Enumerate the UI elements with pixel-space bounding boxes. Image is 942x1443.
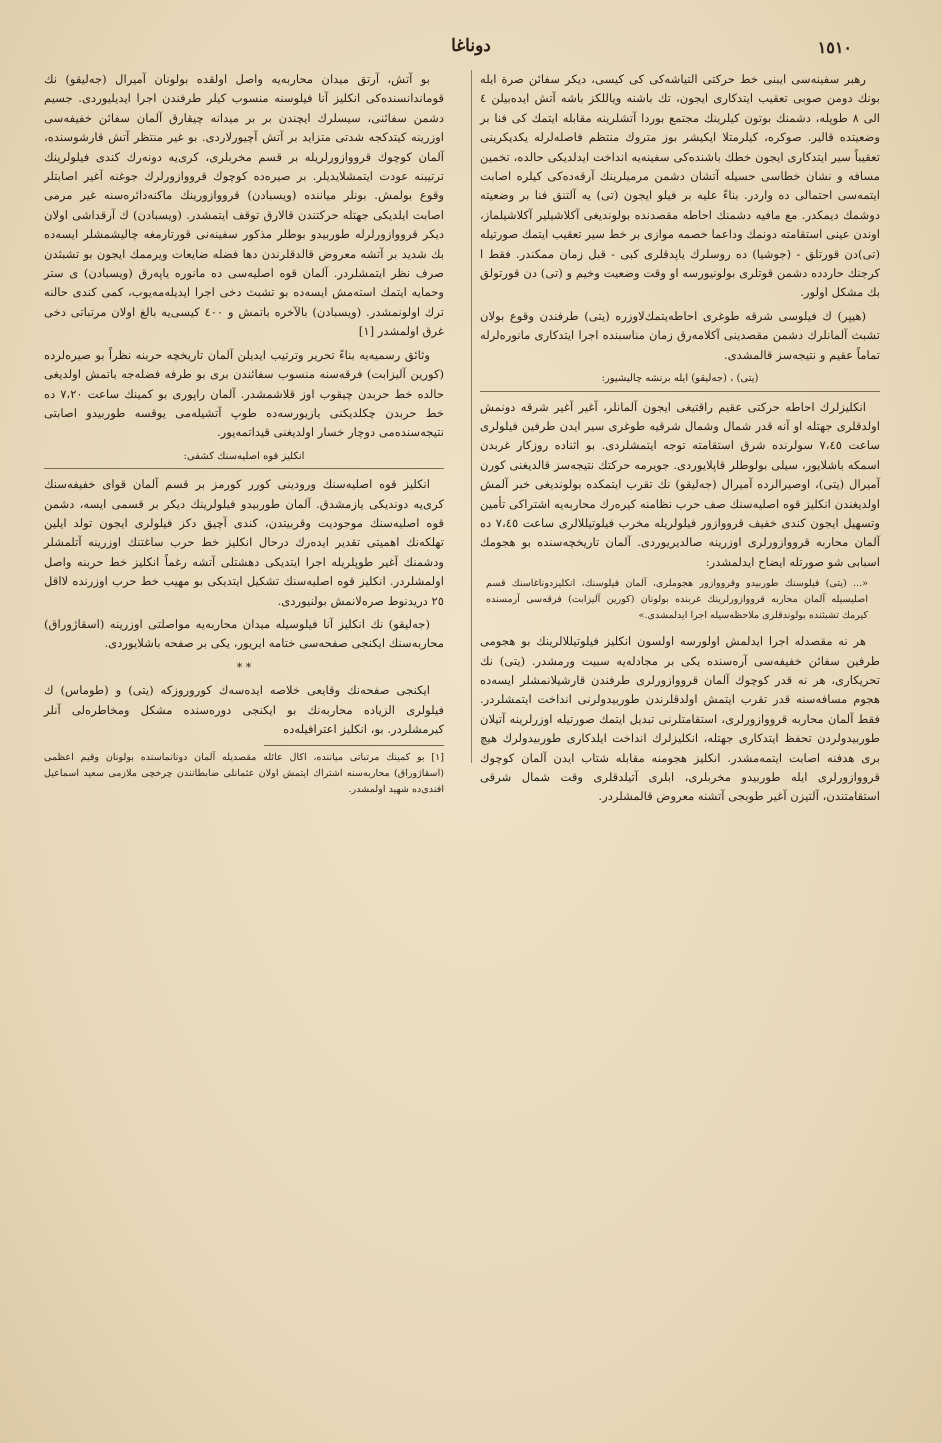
paragraph: هر نه مقصدله اجرا ایدلمش اولورسه اولسون انکلیز فیلوتیللالرینك بو هجومی طرفین سفائن خفیفه‌سی آره‌سنده یکی بر مجادله‌یه سبیت ورمشدر. (یتی) نك تحریکاری، هر نه قدر کوچوك آلمان قرووازورلری طرفندن قارشیلانمشلر ایسه‌ده هجوم مسافه‌سنه قدر تقرب ایتمش اولدقلرندن طوربیدولرنی انداخت ایتمشلردر. فقط آلمان محاربه قرووازورلری، استقامتلرنی تبدیل ایتمك صورتیله اوزرلرینه آتیلان طوربیدولردن تحفظ ایتدکاری جهتله، انکلیزلرك انداخت ایلدکاری طوربیدولرك هیچ بری هدفنه اصابت ایتمه‌مشدر. انکلیز هجومنه مقابله شتاب ایدن آلمان کوچوك قرووازورلری ایله طوربیدو مخربلری، ابلری آتیلدقلری وقت شمال شرقی استقامتندن، آلتیزن آغیر طوبجی آتشنه معروض قالمشلردر. bbox=[480, 634, 880, 804]
footnote: [١] بو کمینك مرتباتی میاننده، اکال عائله مقصدیله آلمان دونانماسنده بولونان وقیم اعظمی (اسقاژوراق) محاربه‌سنه اشتراك ایتمش اولان عثمانلی ضابطانندن چرخچی ملازمی سعید اسماعیل افندی‌ده شهید اولمشدر. bbox=[44, 752, 444, 796]
left-column bbox=[44, 70, 444, 802]
page-number: ١٥١٠ bbox=[817, 38, 852, 57]
paragraph: ایکنجی صفحه‌نك وقایعی خلاصه ایده‌سه‌ك کوروروزكه (یتی) و (طوماس) ك فیلولری الزیاده محاربه‌نك بو ایکنجی دوره‌سنده مشکل ومخاطره‌لی آنلر کیرمشلردر. بو، انکلیز اعترافیله‌ده bbox=[44, 683, 444, 736]
paragraph: (جه‌لیقو) نك انکلیز آنا فیلوسیله میدان محاربه‌یه مواصلتی اوزرینه (اسقاژوراق) محاربه‌سنك ایکنجی صفحه‌سی ختامه ایریور، یکی بر صفحه باشلایوردی. bbox=[44, 616, 444, 651]
running-head: دوناغا bbox=[451, 36, 491, 56]
footnote-rule bbox=[264, 745, 444, 746]
page-header bbox=[60, 30, 882, 66]
paragraph: وثائق رسمیه‌یه بناءً تحریر وترتیب ایدیلن آلمان تاریخچه‌ حربنه نظراً بو صیره‌لرده (کورین آلیزابت) فرقه‌سنه منسوب سفائندن بری بو طرفه فضله‌جه باتمش اولدیغی حالده خط حربدن چیقوب اوز قلاشمشدر. آلمان راپوری بو کمینك ساعت ٧،٢٠ ده خط حربدن چکلدیکنی یازیورسه‌ده طوپ آتشیله‌می یوقسه طوربیدو اصابتی نتیجه‌سنده‌می دوچار خسار اولدیغنی قیداتمه‌یور. bbox=[44, 347, 444, 440]
column-divider bbox=[471, 70, 472, 763]
block-quote: «... (یتی) فیلوسنك طوربیدو وقرووازور هجوملری، آلمان فیلوسنك، انکلیزدوناغاسنك قسم اصلیسیله آلمان محاربه قرووازورلرینك غربنده بولونان (کورین آلیزابت) فرقه‌سی آرمسنده کیرمك تشبثنده بولوندقلری ملاحظه‌سیله اجرا ایدلمشدی.» bbox=[486, 578, 868, 622]
section-separator: * * bbox=[236, 660, 252, 674]
section-heading: (یتی) ، (جه‌لیقو) ایله برنشه چالیشیور: bbox=[480, 369, 880, 391]
right-column bbox=[480, 70, 880, 811]
section-heading: انکلیز قوه اصلیه‌سنك کشفی: bbox=[44, 447, 444, 469]
paragraph: (هیپر) ك فیلوسی شرقه طوغری احاطه‌یتمك‌لاوزره (یتی) طرفندن وقوع بولان تشبث آلمانلرك دشمن مقصدینی آکلامه‌رق زمان مناسبنده اجرا ایتدکاری مانوره‌لرله تماماً عقیم و نتیجه‌سز قالمشدی. bbox=[480, 308, 880, 362]
paragraph: انکلیز قوه اصلیه‌سنك ورودینی کورر کورمز بر قسم آلمان قوای خفیفه‌سنك کری‌یه دوندیکی یازمشدق. آلمان طوربیدو فیلولرینك دیکر بر قسمی ایسه، دشمن قوه اصلیه‌سنك موجودیت وقربیتدن، کندی آچیق دکز فیلولری ایجون تولد ایلین تهلکه‌نك اهمیتی تقدیر ایده‌رك درحال انکلیز خط حرب ساغتنك اوزرینه آتلمشلر ودشمنك آغیر طوپلریله اجرا ایتدیکی دهشتلی آتشه رغماً انکلیز خط حربنه واصل اولمشلردر. انکلیز قوه اصلیه‌سنك تشکیل ایتدیکی بو مهیب خط حرب اوزرنده لااقل ٢٥ دریدنوط صره‌لانمش بولنیوردی. bbox=[44, 477, 444, 608]
paragraph: بو آتش، آرتق میدان محاربه‌یه واصل اولقده بولونان آمیرال (جه‌لیقو) نك قوماندانسنده‌کی انکلیز آنا فیلوسنه منسوب کیلر طرفندن اجرا ایدیلیوردی. جسیم دشمن سفائنی، سیسلرك ایچندن بر بر میدانه چیقارق آلمان سفائن خفیفه‌سی اوزرینه کیتدکجه شدتی متزاید بر آتش آچیورلاردی. بو غیر منتظر آتش قارشوسنده، آلمان کوچوك قرووازورلریله بر قسم مخربلری، کری‌یه دونه‌رك کندی فیلولرینك ترتیبنه عودت ایتمشلایدیلر. بر صیره‌ده کوچوك قرووازورلرك جوغنه آغیر اصابتلر وقوع بولمش. بونلر میاننده (ویسبادن) قرووازورینك ماکنه‌دائره‌سنه غیر مرمی اصابت ایلدیکی جهتله حرکتندن قالارق توقف ایتمشدر. (ویسبادن) ك آرقداشی اولان دیکر قرووازورلرله طوربیدو بوطلر مذکور سفینه‌نی قورتارمغه چالیشمشلر ایسه‌ده بك شدید بر آتشه معروض قالدقلرندن دها فضله ضایعات ویرممك ایجون بو تشبثدن صرف نظر ایتمشلردر. آلمان قوه اصلیه‌سی ده مانوره یاپه‌رق (ویسبادن) ی ستر وحمایه ایتمك استه‌مش ایسه‌ده بو تشبث دخی اجرا ایدیله‌مه‌یوب، کمی کندی حالنه ترك اولونمشدر. (ویسبادن) بالآخره باتمش و ٤٠٠ کیسی‌یه بالغ اولان مرتباتی دخی غرق اولمشدر [١] bbox=[44, 72, 444, 339]
paragraph: انکلیزلرك احاطه حرکتی عقیم راقتیغی ایجون آلمانلر، آغیر آغیر شرقه دونمش اولدقلری جهتله او آنه قدر شمال وشمال شرقیه طوغری سیر ایدن طرفین فیلولری ساعت ٧،٤٥ سولرنده شرق استقامته توجه ایتمشلردی. بو اثناده روزکار غربدن اسمکه باشلایور، سیلی بولوطلر قاپلایوردی. جویرمه حرکتك نتیجه‌سز قالدیغنی کورن آمیرال (یتی)، اوصیرالرده آمیرال (جه‌لیقو) نك تقرب ایتمکده بولوندیغی خبر آلمش اولدیغندن انکلیز قوه اصلیه‌سنك صف حرب نظامنه کیره‌رك محاربه‌یه اشتراکی تأمین وتسهیل ایجون کندی خفیف قرووازور فیلولریله مخرب فیلوتیللالری ساعت ٧،٤٥ ده آلمان محاربه قرووازورلری اوزرینه صالدیریوردی. آلمان تاریخچه‌سنده بو هجومك اسبابی شو صورتله ایضاح ایدلمشدر: bbox=[480, 399, 881, 569]
paragraph: رهبر سفینه‌سی ایبنی خط حرکتی التیاشه‌کی کی کیسی، دیکر سفائن صرة ایله بونك دومن صوبی تعقیب ایتدکاری ایجون، تك باشنه ویاللکز باشه آتش ایده‌بیلن ٤ الی ٨ طوپله، دشمنك بوتون کیلرینك مجتمع بوردا آتشلرینه مقابله ایتمك کی فنا بر وضعیتده قالیر. صوکره، کیلرمتلا ایکیشر بوز متروك منتظم فاصله‌لرله یکدیکرینی تعقیباً سیر ایتدکاری ایجون خطك باشنده‌کی سفینه‌یه انداخت ایدلدیکی حالده، تخمین مسافه و نشان خطاسی حسیله آتشان دشمن مرمیلرینك آرقه‌ده‌کی کیلره اصابت ایتمه‌سی احتمالی ده واردر. بناءً علیه بر فیلو ایجون (تی) یه آلتنق فنا بر وضعیته دوشمك دیمکدر. مع مافیه دشمنك احاطه مقصدنده بولوندیغی آکلاشیلیر آکلاشیلماز، اوندن عینی استقامته دونمك وداعما خصمه موازی بر خط سیر تعقیب ایتمك صورتیله (تی)دن قورتلق - (جوشیا) ده روسلرك یاپدقلری کبی - قبل زمان ممکندر. فقط ا کرجنك حاردده دشمن قوتلری بولونیورسه او وقت وضعیت وخیم و (تی) دن قورتولق بك مشکل اولور. bbox=[480, 72, 880, 300]
